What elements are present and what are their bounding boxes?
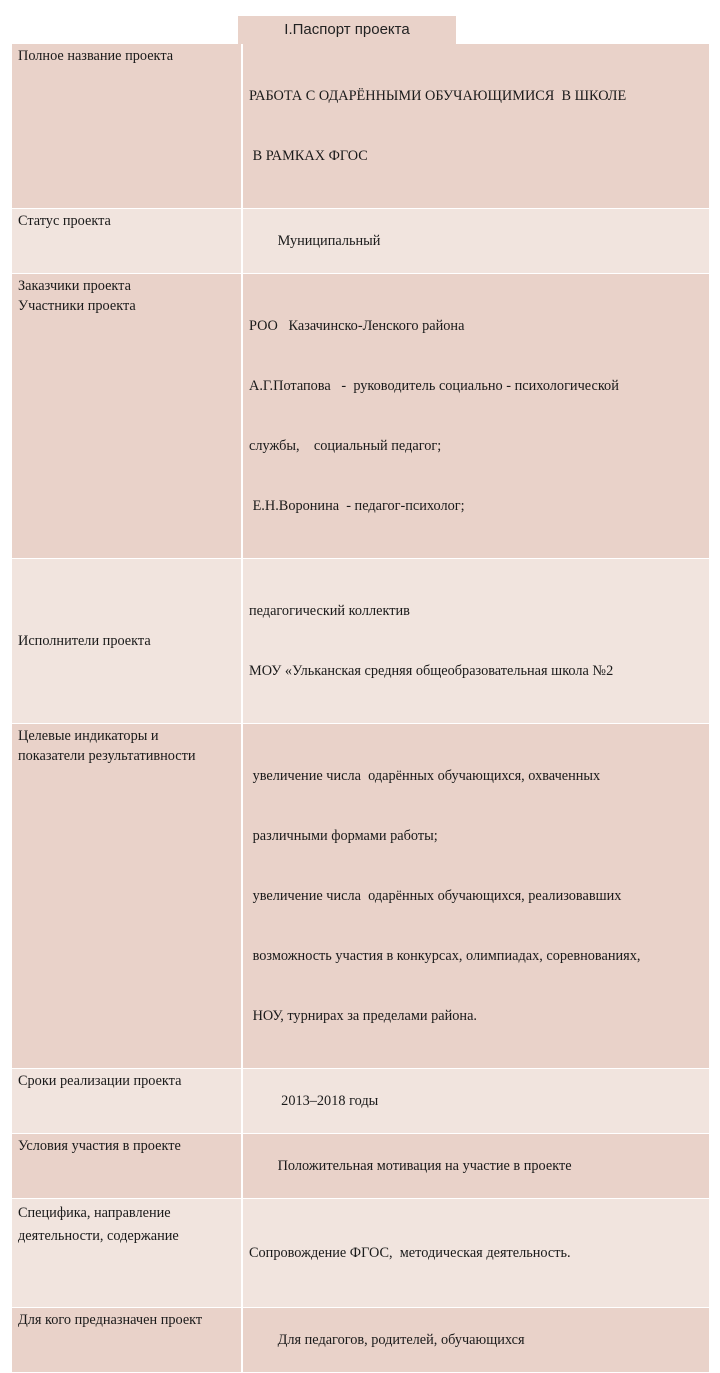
row-value bbox=[242, 559, 709, 724]
row-label bbox=[12, 1134, 242, 1199]
table-row-status bbox=[12, 209, 709, 274]
row-value bbox=[242, 724, 709, 1069]
project-passport-table bbox=[12, 44, 709, 1373]
row-value bbox=[242, 209, 709, 274]
row-label bbox=[12, 209, 242, 274]
row-label bbox=[12, 274, 242, 559]
row-label bbox=[12, 44, 242, 209]
table-row-customers bbox=[12, 274, 709, 559]
row-label bbox=[12, 724, 242, 1069]
value-line: МОУ «Ульканская средняя общеобразовательная школа №2 bbox=[249, 663, 614, 679]
value-line: НОУ, турнирах за пределами района. bbox=[249, 1008, 477, 1024]
value-line: Сопровождение ФГОС, методическая деятельность. bbox=[249, 1245, 571, 1261]
value-line: различными формами работы; bbox=[249, 828, 438, 844]
row-label bbox=[12, 559, 242, 724]
row-value bbox=[242, 1069, 709, 1134]
label-audience: Для кого предназначен проект bbox=[18, 1312, 203, 1328]
row-label bbox=[12, 1069, 242, 1134]
table-row-dates bbox=[12, 1069, 709, 1134]
value-line: РАБОТА С ОДАРЁННЫМИ ОБУЧАЮЩИМИСЯ В ШКОЛЕ bbox=[249, 88, 627, 104]
label-specifics-1: Специфика, направление bbox=[18, 1205, 171, 1221]
value-line: увеличение числа одарённых обучающихся, охваченных bbox=[249, 768, 601, 784]
value-line: В РАМКАХ ФГОС bbox=[249, 148, 368, 164]
value-line: службы, социальный педагог; bbox=[249, 438, 442, 454]
row-value bbox=[242, 274, 709, 559]
value-line: РОО Казачинско-Ленского района bbox=[249, 318, 465, 334]
label-specifics-2: деятельности, содержание bbox=[18, 1228, 179, 1244]
label-executors: Исполнители проекта bbox=[18, 633, 151, 649]
value-line: 2013–2018 годы bbox=[277, 1093, 379, 1109]
row-value bbox=[242, 1134, 709, 1199]
label-customers: Заказчики проекта bbox=[18, 278, 131, 294]
page-title: I.Паспорт проекта bbox=[238, 16, 456, 44]
value-line: Е.Н.Воронина - педагог-психолог; bbox=[249, 498, 465, 514]
table-row-full-name bbox=[12, 44, 709, 209]
table-row-specifics bbox=[12, 1199, 709, 1308]
table-row-audience bbox=[12, 1308, 709, 1373]
value-line: педагогический коллектив bbox=[249, 603, 410, 619]
value-line: Для педагогов, родителей, обучающихся bbox=[277, 1332, 525, 1348]
label-dates: Сроки реализации проекта bbox=[18, 1073, 182, 1089]
label-indicators-1: Целевые индикаторы и bbox=[18, 728, 159, 744]
value-line: Муниципальный bbox=[277, 233, 381, 249]
value-line: увеличение числа одарённых обучающихся, реализовавших bbox=[249, 888, 622, 904]
row-label bbox=[12, 1199, 242, 1308]
label-conditions: Условия участия в проекте bbox=[18, 1138, 181, 1154]
value-line: А.Г.Потапова - руководитель социально - психологической bbox=[249, 378, 619, 394]
label-participants: Участники проекта bbox=[18, 298, 136, 314]
row-label bbox=[12, 1308, 242, 1373]
label-status: Статус проекта bbox=[18, 213, 111, 229]
label-indicators-2: показатели результативности bbox=[18, 748, 196, 764]
table-row-executors bbox=[12, 559, 709, 724]
row-value bbox=[242, 1199, 709, 1308]
table-row-indicators bbox=[12, 724, 709, 1069]
table-row-conditions bbox=[12, 1134, 709, 1199]
row-value bbox=[242, 1308, 709, 1373]
value-line: Положительная мотивация на участие в проекте bbox=[277, 1158, 572, 1174]
value-line: возможность участия в конкурсах, олимпиадах, соревнованиях, bbox=[249, 948, 641, 964]
label-full-name: Полное название проекта bbox=[18, 48, 174, 64]
row-value bbox=[242, 44, 709, 209]
